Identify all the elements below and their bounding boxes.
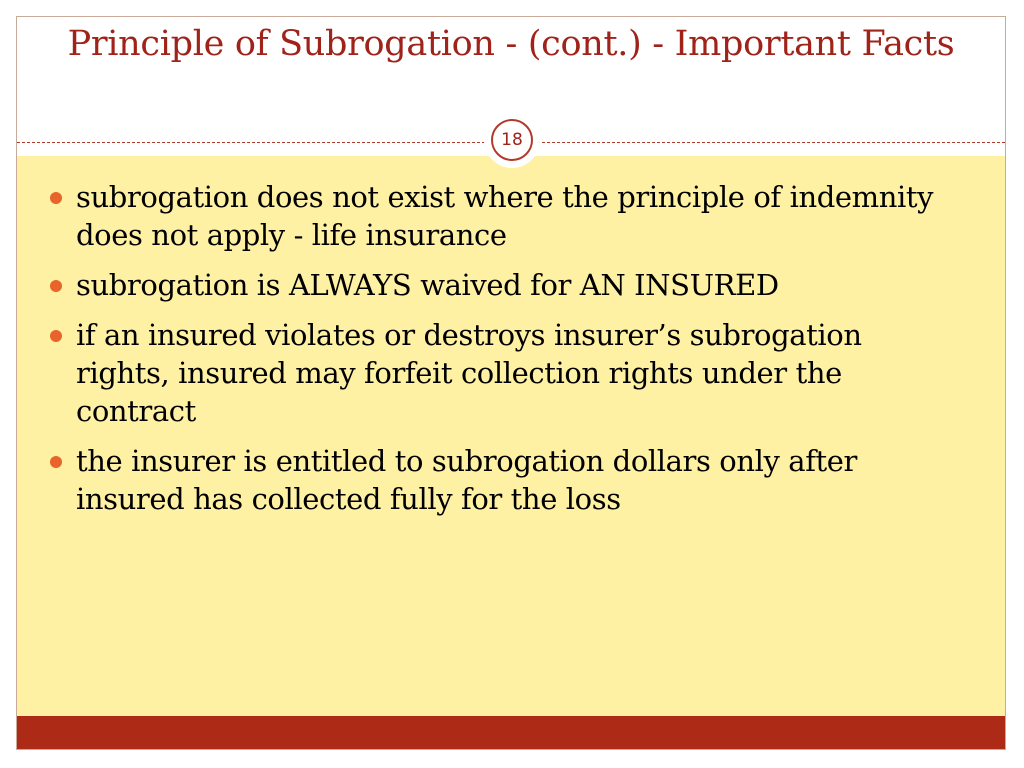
bullet-list — [48, 178, 948, 530]
slide-number-badge — [484, 112, 540, 168]
bullet-text: if an insured violates or destroys insurer’s subrogation rights, insured may forfeit collection rights under the contract — [76, 318, 862, 428]
bullet-dot-icon — [50, 192, 62, 204]
bullet-item — [48, 178, 948, 254]
bullet-item — [48, 442, 948, 518]
bullet-dot-icon — [50, 330, 62, 342]
bullet-text: the insurer is entitled to subrogation dollars only after insured has collected fully for the loss — [76, 444, 858, 516]
bullet-item — [48, 316, 948, 430]
slide-title: Principle of Subrogation - (cont.) - Important Facts — [67, 24, 955, 64]
bullet-text: subrogation does not exist where the principle of indemnity does not apply - life insurance — [76, 180, 934, 252]
footer-bar — [17, 716, 1005, 749]
slide-number: 18 — [501, 130, 523, 150]
slide-number-ring — [491, 119, 533, 161]
bullet-item — [48, 266, 948, 304]
bullet-text: subrogation is ALWAYS waived for AN INSURED — [76, 268, 779, 302]
bullet-dot-icon — [50, 456, 62, 468]
bullet-dot-icon — [50, 280, 62, 292]
